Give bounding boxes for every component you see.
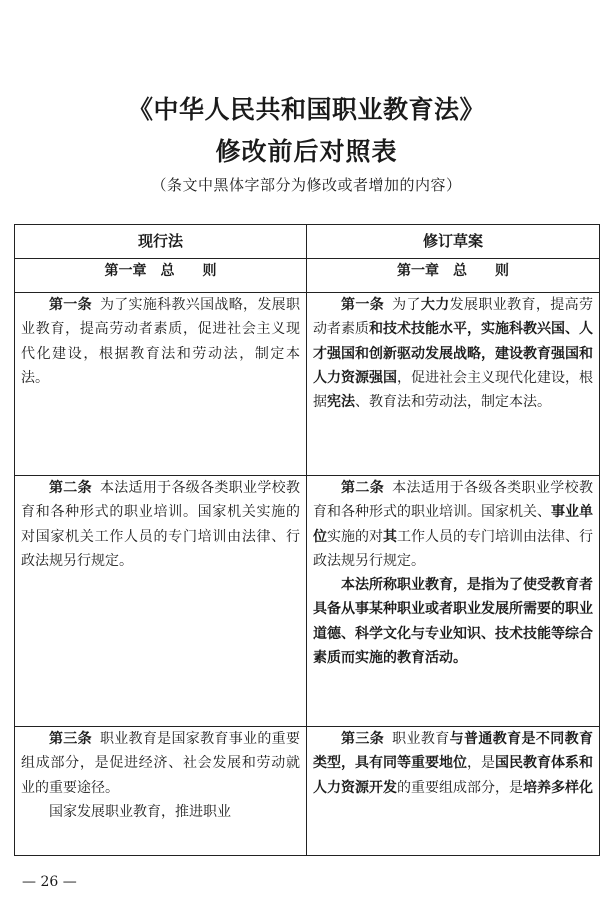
amended-text: 与普通教育是不同教育类型，具有同等重要地位 — [313, 731, 593, 772]
article-paragraph — [313, 293, 593, 414]
article-text: 为了 — [392, 297, 421, 313]
draft-cell — [307, 727, 600, 856]
amended-text: 本法所称职业教育，是指为了使受教育者具备从事某种职业或者职业发展所需要的职业道德、科学文化与专业知识、技术技能等综合素质而实施的教育活动。 — [313, 577, 593, 667]
article-paragraph — [313, 573, 593, 670]
article-row — [15, 476, 600, 727]
article-number: 第三条 — [341, 731, 385, 747]
article-text: 、教育法和劳动法，制定本法。 — [355, 394, 551, 411]
column-header-current-law: 现行法 — [15, 225, 307, 259]
amended-text: 大力 — [420, 297, 450, 313]
amended-text: 其 — [383, 528, 397, 545]
article-paragraph — [21, 727, 300, 800]
article-text: 的重要组成部分，是 — [397, 779, 523, 796]
article-paragraph — [21, 800, 300, 824]
article-number: 第一条 — [49, 297, 92, 313]
article-text: 实施的对 — [327, 528, 383, 545]
draft-cell — [307, 476, 600, 727]
amended-text: 事业单位 — [313, 504, 593, 545]
page-number: — 26 — — [22, 874, 77, 890]
article-number: 第二条 — [49, 480, 92, 496]
article-paragraph — [21, 476, 300, 573]
article-number: 第一条 — [341, 297, 385, 313]
article-text: 职业教育是国家教育事业的重要组成部分，是促进经济、社会发展和劳动就业的重要途径。 — [21, 731, 300, 796]
current-law-cell — [15, 293, 307, 476]
chapter-row — [15, 259, 600, 293]
current-law-cell — [15, 476, 307, 727]
article-number: 第三条 — [49, 731, 92, 747]
current-law-cell — [15, 727, 307, 856]
amended-text: 宪法 — [327, 394, 355, 411]
article-text: 发展职业教育，提高劳动者素质 — [313, 297, 593, 338]
document-title: 《中华人民共和国职业教育法》 — [127, 95, 485, 124]
document-note: （条文中黑体字部分为修改或者增加的内容） — [151, 176, 462, 194]
article-row — [15, 727, 600, 856]
comparison-table — [14, 224, 600, 856]
article-number: 第二条 — [341, 480, 385, 496]
article-text: 本法适用于各级各类职业学校教育和各种形式的职业培训。国家机关、 — [313, 480, 593, 521]
draft-cell — [307, 293, 600, 476]
chapter-heading-right: 第一章 总 则 — [307, 259, 600, 293]
column-header-draft: 修订草案 — [307, 225, 600, 259]
article-text: 国家发展职业教育，推进职业 — [49, 803, 231, 820]
amended-text: 和技术技能水平，实施科教兴国、人才强国和创新驱动发展战略，建设教育强国和人力资源强国 — [313, 321, 593, 386]
article-text: 为了实施科教兴国战略，发展职业教育，提高劳动者素质，促进社会主义现代化建设，根据教育法和劳动法，制定本法。 — [21, 297, 300, 386]
document-subtitle-main: 修改前后对照表 — [215, 137, 398, 166]
amended-text: 国民教育体系和人力资源开发 — [313, 755, 593, 796]
article-text: ，促进社会主义现代化建设，根据 — [313, 369, 593, 411]
amended-text: 培养多样化 — [523, 779, 593, 796]
article-paragraph — [313, 476, 593, 573]
article-text: 本法适用于各级各类职业学校教育和各种形式的职业培训。国家机关实施的对国家机关工作人员的专门培训由法律、行政法规另行规定。 — [21, 480, 300, 569]
article-paragraph — [21, 293, 300, 390]
chapter-heading-left: 第一章 总 则 — [15, 259, 307, 293]
article-text: 职业教育 — [392, 731, 450, 747]
article-row — [15, 293, 600, 476]
table-header-row — [15, 225, 600, 259]
article-paragraph — [313, 727, 593, 800]
article-text: 工作人员的专门培训由法律、行政法规另行规定。 — [313, 528, 593, 569]
article-text: ，是 — [467, 755, 495, 772]
